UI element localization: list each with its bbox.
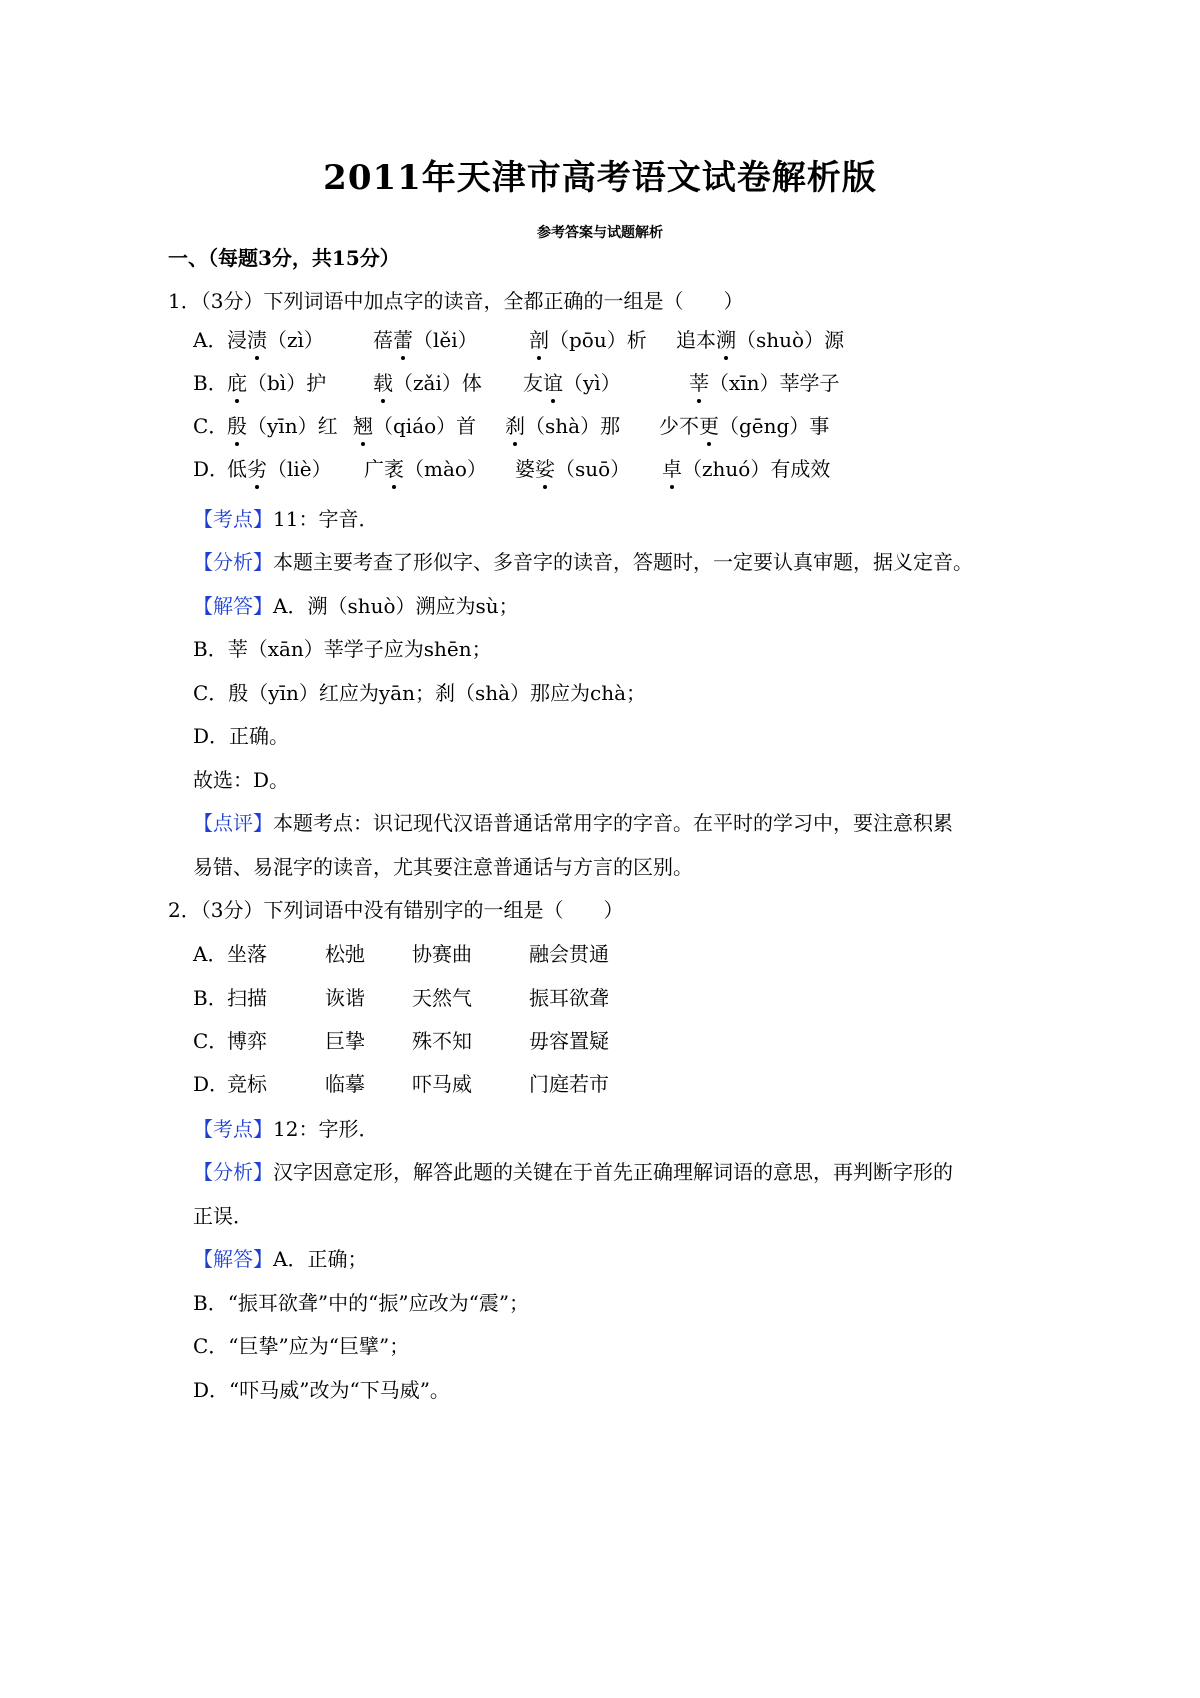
option-item: 吓马威 bbox=[412, 1072, 472, 1096]
section-heading: 一、（每题3分，共15分） bbox=[168, 246, 400, 270]
fenxi-line: 【分析】本题主要考查了形似字、多音字的读音，答题时，一定要认真审题，据义定音。 bbox=[193, 550, 973, 574]
option-item: 竞标 bbox=[227, 1072, 267, 1096]
dotted-char: 庇 bbox=[227, 371, 247, 395]
option-item: 坐落 bbox=[227, 942, 267, 966]
option-label: A． bbox=[193, 942, 228, 966]
dotted-char: 娑 bbox=[535, 457, 555, 481]
answer-line: B．莘（xān）莘学子应为shēn； bbox=[193, 637, 492, 661]
dotted-char: 翘 bbox=[353, 414, 373, 438]
answer-line: C．“巨挚”应为“巨擘”； bbox=[193, 1334, 410, 1358]
kaodian-tag: 【考点】 bbox=[193, 1117, 273, 1141]
dianping-tag: 【点评】 bbox=[193, 811, 273, 835]
option-item: 莘（xīn）莘学子 bbox=[689, 371, 840, 395]
answer-line: 故选：D。 bbox=[193, 768, 290, 792]
dotted-char: 袤 bbox=[384, 457, 404, 481]
page-subtitle: 参考答案与试题解析 bbox=[537, 225, 663, 241]
kaodian-tag: 【考点】 bbox=[193, 507, 273, 531]
dotted-char: 渍 bbox=[247, 328, 267, 352]
answer-line: D．“吓马威”改为“下马威”。 bbox=[193, 1378, 450, 1402]
option-label: B． bbox=[193, 371, 228, 395]
dotted-char: 殷 bbox=[227, 414, 247, 438]
option-label: C． bbox=[193, 1029, 229, 1053]
option-label: D． bbox=[193, 457, 230, 481]
option-item: 婆娑（suō） bbox=[515, 457, 631, 481]
dianping-line: 【点评】本题考点：识记现代汉语普通话常用字的字音。在平时的学习中，要注意积累 bbox=[193, 811, 953, 835]
dotted-char: 谊 bbox=[543, 371, 563, 395]
option-item: 松弛 bbox=[325, 942, 365, 966]
question-1-stem: 1．（3分）下列词语中加点字的读音，全都正确的一组是（ ） bbox=[168, 289, 744, 313]
option-item: 博弈 bbox=[227, 1029, 267, 1053]
dotted-char: 更 bbox=[699, 414, 719, 438]
page-title: 2011年天津市高考语文试卷解析版 bbox=[323, 158, 877, 198]
dotted-char: 劣 bbox=[247, 457, 267, 481]
kaodian-line: 【考点】11：字音． bbox=[193, 507, 379, 531]
option-item: 蓓蕾（lěi） bbox=[373, 328, 478, 352]
dotted-char: 卓 bbox=[662, 457, 682, 481]
option-item: 临摹 bbox=[325, 1072, 365, 1096]
dotted-char: 莘 bbox=[689, 371, 709, 395]
dotted-char: 蕾 bbox=[393, 328, 413, 352]
option-item: 少不更（gēng）事 bbox=[659, 414, 830, 438]
fenxi-tag: 【分析】 bbox=[193, 550, 273, 574]
fenxi-cont: 正误． bbox=[193, 1204, 253, 1228]
dotted-char: 剖 bbox=[529, 328, 549, 352]
jieda-line: 【解答】A．正确； bbox=[193, 1247, 368, 1271]
option-item: 广袤（mào） bbox=[364, 457, 487, 481]
answer-line: B．“振耳欲聋”中的“振”应改为“震”； bbox=[193, 1291, 530, 1315]
option-item: 追本溯（shuò）源 bbox=[676, 328, 845, 352]
option-item: 扫描 bbox=[227, 986, 267, 1010]
option-item: 低劣（liè） bbox=[227, 457, 332, 481]
dotted-char: 刹 bbox=[505, 414, 525, 438]
option-item: 翘（qiáo）首 bbox=[353, 414, 477, 438]
question-2-stem: 2．（3分）下列词语中没有错别字的一组是（ ） bbox=[168, 898, 624, 922]
option-item: 融会贯通 bbox=[529, 942, 609, 966]
jieda-tag: 【解答】 bbox=[193, 594, 273, 618]
jieda-tag: 【解答】 bbox=[193, 1247, 273, 1271]
option-item: 殊不知 bbox=[412, 1029, 472, 1053]
fenxi-tag: 【分析】 bbox=[193, 1160, 273, 1184]
option-item: 毋容置疑 bbox=[529, 1029, 609, 1053]
fenxi-line: 【分析】汉字因意定形，解答此题的关键在于首先正确理解词语的意思，再判断字形的 bbox=[193, 1160, 953, 1184]
option-label: A． bbox=[193, 328, 228, 352]
option-item: 殷（yīn）红 bbox=[227, 414, 338, 438]
option-label: D． bbox=[193, 1072, 230, 1096]
option-item: 天然气 bbox=[412, 986, 472, 1010]
kaodian-line: 【考点】12：字形． bbox=[193, 1117, 379, 1141]
dianping-cont: 易错、易混字的读音，尤其要注意普通话与方言的区别。 bbox=[193, 855, 693, 879]
option-item: 协赛曲 bbox=[412, 942, 472, 966]
option-item: 浸渍（zì） bbox=[227, 328, 324, 352]
option-item: 门庭若市 bbox=[529, 1072, 609, 1096]
option-item: 庇（bì）护 bbox=[227, 371, 327, 395]
jieda-line: 【解答】A．溯（shuò）溯应为sù； bbox=[193, 594, 519, 618]
dotted-char: 溯 bbox=[716, 328, 736, 352]
answer-line: D．正确。 bbox=[193, 724, 290, 748]
option-item: 剖（pōu）析 bbox=[529, 328, 647, 352]
answer-line: C．殷（yīn）红应为yān；刹（shà）那应为chà； bbox=[193, 681, 647, 705]
dotted-char: 载 bbox=[373, 371, 393, 395]
option-item: 友谊（yì） bbox=[523, 371, 621, 395]
option-item: 振耳欲聋 bbox=[529, 986, 609, 1010]
option-item: 巨挚 bbox=[325, 1029, 365, 1053]
option-label: B． bbox=[193, 986, 228, 1010]
option-item: 卓（zhuó）有成效 bbox=[662, 457, 831, 481]
option-item: 载（zǎi）体 bbox=[373, 371, 482, 395]
option-item: 刹（shà）那 bbox=[505, 414, 621, 438]
option-item: 诙谐 bbox=[325, 986, 365, 1010]
option-label: C． bbox=[193, 414, 229, 438]
